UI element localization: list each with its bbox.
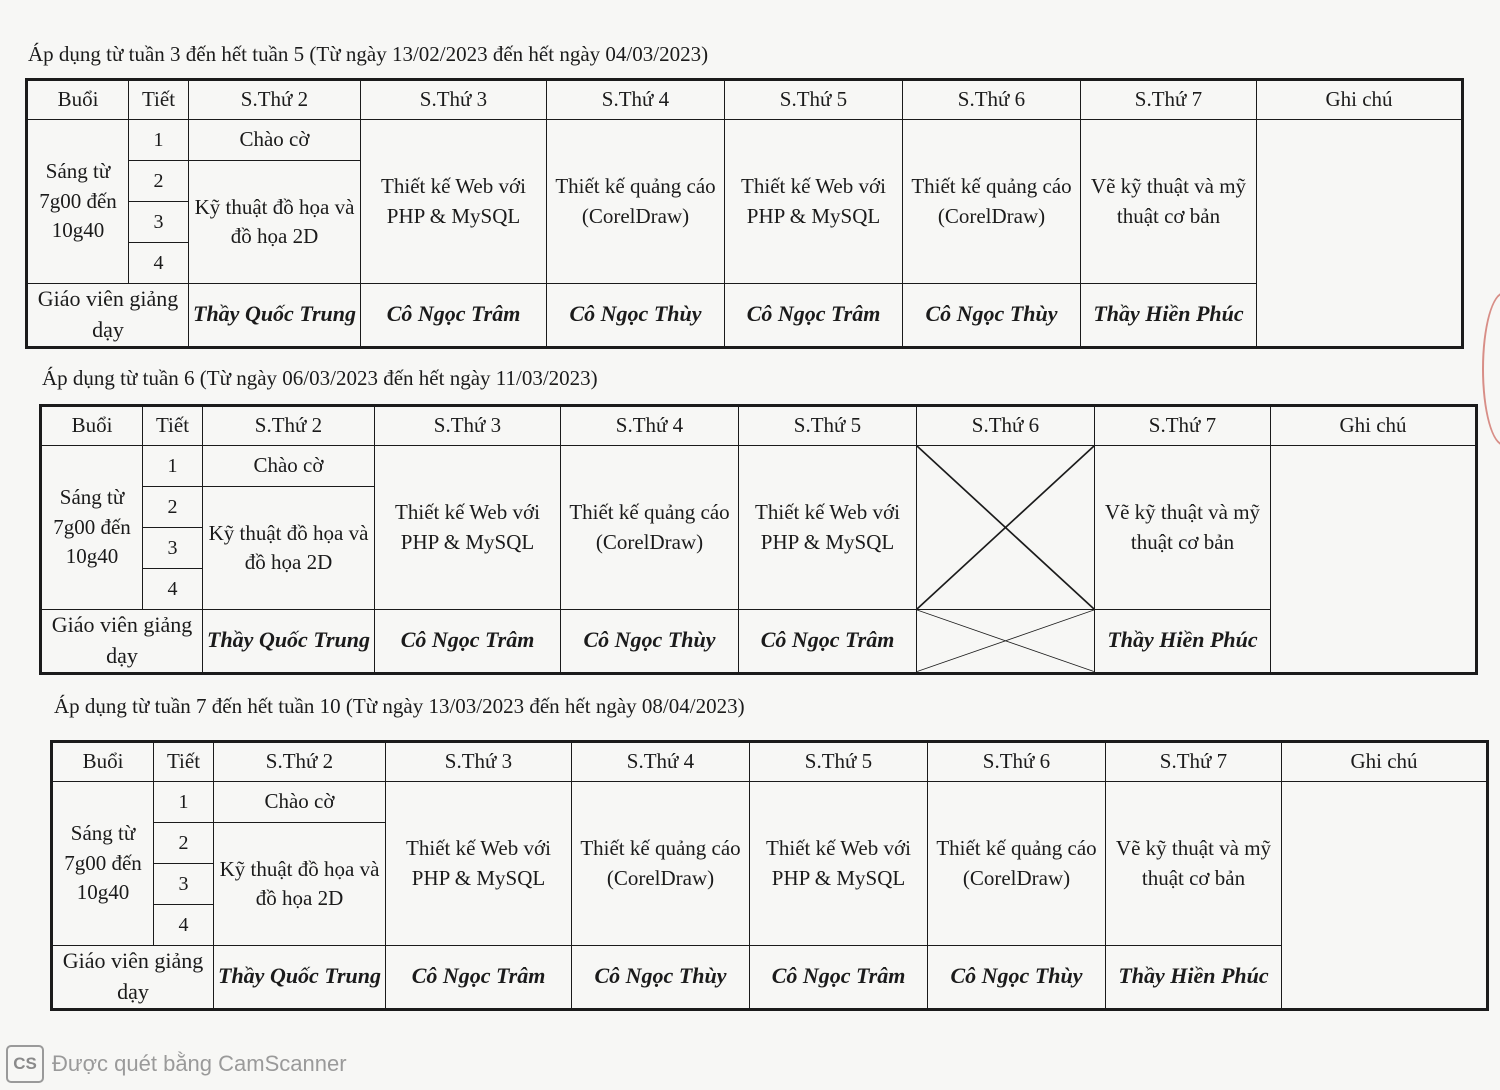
period-number: 2 (143, 487, 203, 528)
subject-cell-day-4: Thiết kế quảng cáo (CorelDraw) (561, 446, 739, 610)
monday-first-period: Chào cờ (214, 782, 386, 823)
teacher-row (52, 946, 1488, 1010)
col-header-day-3: S.Thứ 3 (375, 406, 561, 446)
note-cell (1271, 446, 1477, 610)
teacher-cell-day-3: Cô Ngọc Trâm (386, 946, 572, 1010)
monday-first-period: Chào cờ (203, 446, 375, 487)
table-1-caption: Áp dụng từ tuần 3 đến hết tuần 5 (Từ ngày 13/02/2023 đến hết ngày 04/03/2023) (28, 42, 709, 66)
teacher-cell-day-2: Thầy Quốc Trung (214, 946, 386, 1010)
col-header-buoi: Buổi (27, 80, 129, 120)
red-stamp-edge (1482, 292, 1500, 446)
note-cell (1271, 610, 1477, 674)
col-header-day-6: S.Thứ 6 (903, 80, 1081, 120)
monday-subject-cell: Kỹ thuật đồ họa và đồ họa 2D (214, 823, 386, 946)
col-header-day-4: S.Thứ 4 (572, 742, 750, 782)
col-header-day-4: S.Thứ 4 (547, 80, 725, 120)
header-row (41, 406, 1477, 446)
teacher-label: Giáo viên giảng dạy (27, 284, 189, 348)
subject-cell-day-4: Thiết kế quảng cáo (CorelDraw) (572, 782, 750, 946)
monday-first-period: Chào cờ (189, 120, 361, 161)
period-row (27, 120, 1463, 161)
col-header-day-5: S.Thứ 5 (739, 406, 917, 446)
subject-cell-day-5: Thiết kế Web với PHP & MySQL (725, 120, 903, 284)
subject-cell-day-6: Thiết kế quảng cáo (CorelDraw) (903, 120, 1081, 284)
teacher-cell-day-5: Cô Ngọc Trâm (739, 610, 917, 674)
session-cell: Sáng từ 7g00 đến 10g40 (41, 446, 143, 610)
teacher-cell-day-4: Cô Ngọc Thùy (572, 946, 750, 1010)
teacher-cell-day-2: Thầy Quốc Trung (189, 284, 361, 348)
subject-cell-day-3: Thiết kế Web với PHP & MySQL (386, 782, 572, 946)
table-2-caption: Áp dụng từ tuần 6 (Từ ngày 06/03/2023 đến hết ngày 11/03/2023) (42, 366, 598, 390)
subject-cell-day-5: Thiết kế Web với PHP & MySQL (739, 446, 917, 610)
cross-mark-icon (917, 446, 1094, 609)
monday-subject-cell: Kỹ thuật đồ họa và đồ họa 2D (189, 161, 361, 284)
schedule-table-3 (50, 740, 1489, 1011)
col-header-ghi-chu: Ghi chú (1257, 80, 1463, 120)
teacher-cell-day-3: Cô Ngọc Trâm (361, 284, 547, 348)
period-number: 2 (154, 823, 214, 864)
header-row (27, 80, 1463, 120)
col-header-day-5: S.Thứ 5 (750, 742, 928, 782)
teacher-label: Giáo viên giảng dạy (52, 946, 214, 1010)
teacher-cell-day-5: Cô Ngọc Trâm (725, 284, 903, 348)
subject-cell-day-7: Vẽ kỹ thuật và mỹ thuật cơ bản (1081, 120, 1257, 284)
col-header-day-7: S.Thứ 7 (1081, 80, 1257, 120)
session-cell: Sáng từ 7g00 đến 10g40 (52, 782, 154, 946)
period-number: 2 (129, 161, 189, 202)
teacher-row (27, 284, 1463, 348)
col-header-ghi-chu: Ghi chú (1271, 406, 1477, 446)
teacher-cell-day-2: Thầy Quốc Trung (203, 610, 375, 674)
camscanner-logo-icon: CS (6, 1045, 44, 1083)
period-number: 4 (129, 243, 189, 284)
period-number: 3 (154, 864, 214, 905)
period-number: 4 (143, 569, 203, 610)
subject-cell-day-7: Vẽ kỹ thuật và mỹ thuật cơ bản (1106, 782, 1282, 946)
col-header-day-2: S.Thứ 2 (203, 406, 375, 446)
col-header-day-7: S.Thứ 7 (1106, 742, 1282, 782)
col-header-day-2: S.Thứ 2 (214, 742, 386, 782)
note-cell (1282, 782, 1488, 946)
col-header-day-7: S.Thứ 7 (1095, 406, 1271, 446)
col-header-tiet: Tiết (129, 80, 189, 120)
teacher-cell-day-4: Cô Ngọc Thùy (547, 284, 725, 348)
note-cell (1282, 946, 1488, 1010)
teacher-cell-day-6: Cô Ngọc Thùy (928, 946, 1106, 1010)
subject-cell-day-3: Thiết kế Web với PHP & MySQL (375, 446, 561, 610)
col-header-day-5: S.Thứ 5 (725, 80, 903, 120)
session-cell: Sáng từ 7g00 đến 10g40 (27, 120, 129, 284)
subject-cell-day-3: Thiết kế Web với PHP & MySQL (361, 120, 547, 284)
teacher-cell-day-7: Thầy Hiền Phúc (1095, 610, 1271, 674)
schedule-table-2 (39, 404, 1478, 675)
teacher-row (41, 610, 1477, 674)
subject-cell-day-4: Thiết kế quảng cáo (CorelDraw) (547, 120, 725, 284)
cross-mark-icon (917, 610, 1094, 672)
subject-cell-day-6: Thiết kế quảng cáo (CorelDraw) (928, 782, 1106, 946)
col-header-day-2: S.Thứ 2 (189, 80, 361, 120)
friday-cancelled-teacher-cell (917, 610, 1095, 674)
col-header-day-3: S.Thứ 3 (386, 742, 572, 782)
camscanner-watermark (6, 1046, 347, 1082)
table-3-caption: Áp dụng từ tuần 7 đến hết tuần 10 (Từ ngày 13/03/2023 đến hết ngày 08/04/2023) (54, 694, 745, 718)
col-header-ghi-chu: Ghi chú (1282, 742, 1488, 782)
period-number: 3 (129, 202, 189, 243)
header-row (52, 742, 1488, 782)
teacher-cell-day-4: Cô Ngọc Thùy (561, 610, 739, 674)
teacher-cell-day-5: Cô Ngọc Trâm (750, 946, 928, 1010)
col-header-day-4: S.Thứ 4 (561, 406, 739, 446)
teacher-cell-day-6: Cô Ngọc Thùy (903, 284, 1081, 348)
col-header-day-6: S.Thứ 6 (917, 406, 1095, 446)
period-row (52, 782, 1488, 823)
teacher-cell-day-7: Thầy Hiền Phúc (1081, 284, 1257, 348)
col-header-day-6: S.Thứ 6 (928, 742, 1106, 782)
friday-cancelled-cell (917, 446, 1095, 610)
period-number: 4 (154, 905, 214, 946)
watermark-text: Được quét bằng CamScanner (52, 1051, 347, 1076)
period-number: 1 (154, 782, 214, 823)
teacher-cell-day-3: Cô Ngọc Trâm (375, 610, 561, 674)
subject-cell-day-5: Thiết kế Web với PHP & MySQL (750, 782, 928, 946)
teacher-label: Giáo viên giảng dạy (41, 610, 203, 674)
period-number: 1 (129, 120, 189, 161)
subject-cell-day-7: Vẽ kỹ thuật và mỹ thuật cơ bản (1095, 446, 1271, 610)
col-header-buoi: Buổi (52, 742, 154, 782)
schedule-table-1 (25, 78, 1464, 349)
teacher-cell-day-7: Thầy Hiền Phúc (1106, 946, 1282, 1010)
col-header-buoi: Buổi (41, 406, 143, 446)
period-number: 3 (143, 528, 203, 569)
col-header-tiet: Tiết (143, 406, 203, 446)
note-cell (1257, 120, 1463, 284)
period-row (41, 446, 1477, 487)
period-number: 1 (143, 446, 203, 487)
note-cell (1257, 284, 1463, 348)
monday-subject-cell: Kỹ thuật đồ họa và đồ họa 2D (203, 487, 375, 610)
col-header-tiet: Tiết (154, 742, 214, 782)
col-header-day-3: S.Thứ 3 (361, 80, 547, 120)
